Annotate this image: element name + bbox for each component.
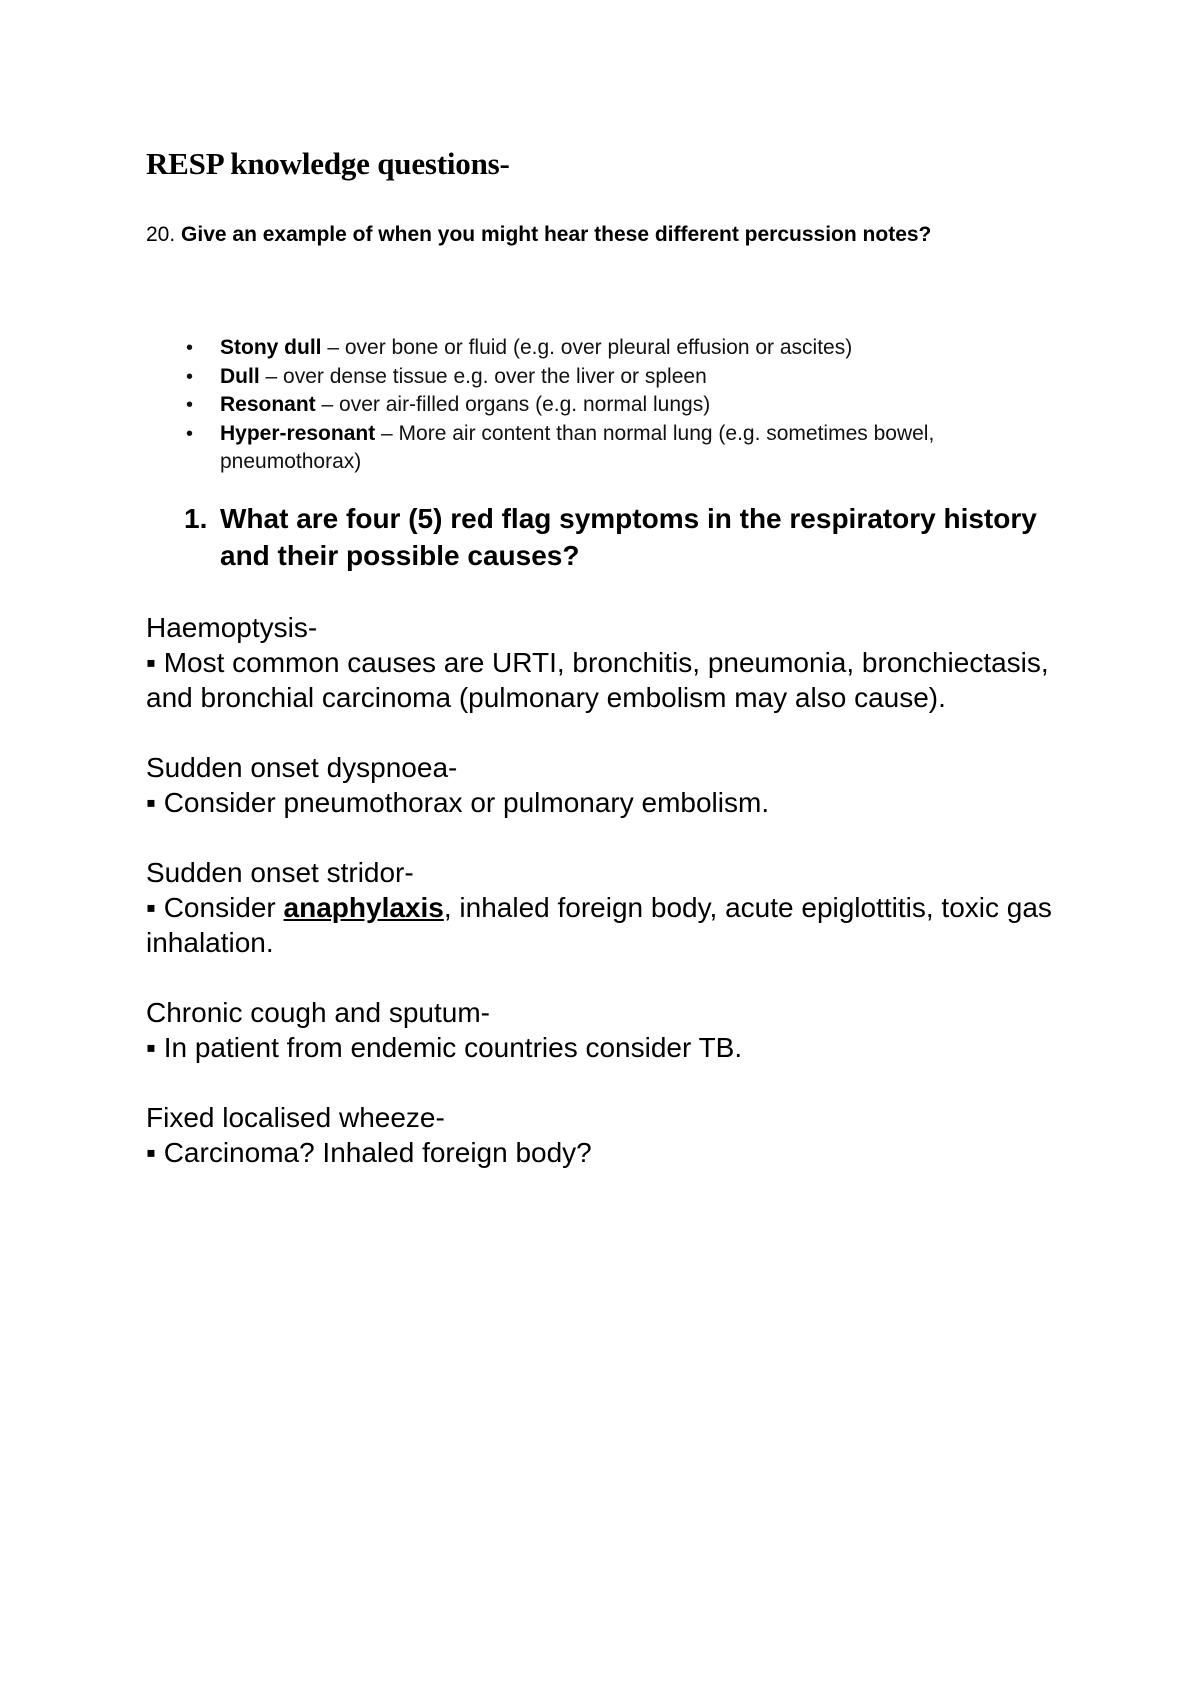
- note-description: – More air content than normal lung (e.g. sometimes bowel, pneumothorax): [220, 421, 935, 473]
- bullet-icon: •: [186, 394, 194, 416]
- note-term: Dull: [220, 364, 260, 388]
- answer-detail: ▪ Carcinoma? Inhaled foreign body?: [146, 1137, 592, 1168]
- list-item: [146, 391, 1066, 420]
- percussion-notes-list: [146, 334, 1066, 477]
- answer-heading: Haemoptysis-: [146, 612, 318, 643]
- bullet-icon: •: [186, 365, 194, 388]
- list-item: [146, 363, 1066, 392]
- answer-heading: Chronic cough and sputum-: [146, 997, 490, 1028]
- answer-detail: ▪ In patient from endemic countries consider TB.: [146, 1032, 743, 1063]
- answer-cough: [146, 995, 1086, 1065]
- list-item: [146, 334, 1066, 363]
- red-flag-answers: [146, 610, 1086, 1205]
- note-term: Resonant: [220, 393, 316, 416]
- answer-wheeze: [146, 1100, 1086, 1170]
- question-20-number: 20.: [146, 223, 176, 246]
- question-1: [146, 500, 1046, 574]
- note-description: – over dense tissue e.g. over the liver or spleen: [259, 364, 707, 388]
- answer-detail: ▪ Most common causes are URTI, bronchitis, pneumonia, bronchiectasis, and bronchial carcinoma (pulmonary embolism may also cause).: [146, 647, 1049, 713]
- answer-detail: ▪ Consider pneumothorax or pulmonary embolism.: [146, 787, 770, 818]
- list-item: [146, 420, 1066, 477]
- note-term: Hyper-resonant: [220, 421, 376, 445]
- question-1-number: 1.: [184, 503, 208, 534]
- answer-dyspnoea: [146, 750, 1086, 820]
- answer-haemoptysis: [146, 610, 1086, 715]
- question-1-text: What are four (5) red flag symptoms in the respiratory history and their possible causes?: [220, 503, 1037, 571]
- answer-heading: Sudden onset dyspnoea-: [146, 752, 458, 783]
- answer-stridor: [146, 855, 1086, 960]
- note-term: Stony dull: [220, 336, 322, 359]
- note-description: – over air-filled organs (e.g. normal lungs): [315, 393, 711, 416]
- anaphylaxis-emphasis: anaphylaxis: [283, 892, 444, 923]
- document-title: RESP knowledge questions-: [146, 146, 510, 181]
- answer-detail-prefix: ▪ Consider: [146, 892, 284, 923]
- bullet-icon: •: [186, 337, 194, 359]
- answer-heading: Fixed localised wheeze-: [146, 1102, 445, 1133]
- answer-detail-suffix: , inhaled foreign body, acute epiglottitis, toxic gas inhalation.: [146, 892, 1052, 958]
- answer-heading: Sudden onset stridor-: [146, 857, 414, 888]
- question-20: [146, 220, 1006, 249]
- answer-detail: [146, 890, 1086, 960]
- note-description: – over bone or fluid (e.g. over pleural effusion or ascites): [321, 336, 853, 359]
- bullet-icon: •: [186, 422, 194, 445]
- question-20-text: Give an example of when you might hear these different percussion notes?: [181, 223, 932, 246]
